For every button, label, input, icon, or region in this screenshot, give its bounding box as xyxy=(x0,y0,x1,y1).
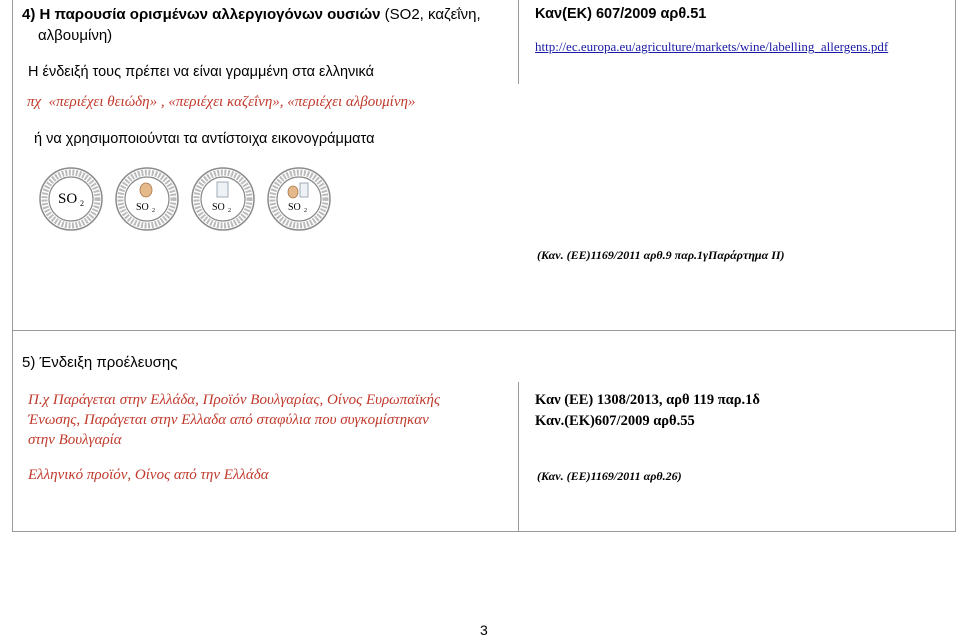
so2-allergen-logo-3 xyxy=(190,166,256,232)
svg-text:2: 2 xyxy=(304,208,307,214)
column-divider-bottom xyxy=(518,382,519,532)
origin-regulation-1: Καν (ΕΕ) 1308/2013, αρθ 119 παρ.1δ xyxy=(535,392,760,408)
pictogram-regulation: (Καν. (ΕΕ)1169/2011 αρθ.9 παρ.1γΠαράρτημα ΙΙ) xyxy=(537,248,785,262)
section-4-number: 4) xyxy=(22,6,36,23)
svg-text:SO: SO xyxy=(58,191,78,207)
section-4-title-line2: αλβουμίνη) xyxy=(38,27,113,44)
column-divider-top xyxy=(518,0,519,84)
so2-allergen-logo-4 xyxy=(266,166,332,232)
pictogram-alternative: ή να χρησιμοποιούνται τα αντίστοιχα εικονογράμματα xyxy=(34,131,375,147)
svg-text:2: 2 xyxy=(228,208,231,214)
so2-allergen-logo-2 xyxy=(114,166,180,232)
svg-text:2: 2 xyxy=(80,199,84,208)
origin-example-line-1: Π.χ Παράγεται στην Ελλάδα, Προϊόν Βουλγαρίας, Οίνος Ευρωπαϊκής xyxy=(28,392,441,408)
svg-text:SO: SO xyxy=(288,202,301,213)
origin-example-line-3: στην Βουλγαρία xyxy=(28,432,122,448)
allergen-example xyxy=(27,94,415,111)
svg-text:2: 2 xyxy=(152,208,155,214)
allergen-example-text: «περιέχει θειώδη» , «περιέχει καζεΐνη», «περιέχει αλβουμίνη» xyxy=(48,94,416,110)
svg-text:SO: SO xyxy=(136,202,149,213)
so2-allergen-logo-1 xyxy=(38,166,104,232)
origin-regulation-3: (Καν. (ΕΕ)1169/2011 αρθ.26) xyxy=(537,469,682,483)
origin-regulation-2: Καν.(ΕΚ)607/2009 αρθ.55 xyxy=(535,413,695,429)
page-number: 3 xyxy=(480,622,488,638)
section-5-heading: 5) Ένδειξη προέλευσης xyxy=(22,354,178,371)
section-4-regulation: Καν(ΕΚ) 607/2009 αρθ.51 xyxy=(535,6,707,22)
origin-example-2: Ελληνικό προϊόν, Οίνος από την Ελλάδα xyxy=(28,467,269,483)
section-4-instruction: Η ένδειξή τους πρέπει να είναι γραμμένη στα ελληνικά xyxy=(28,64,374,80)
section-4-title: Η παρουσία ορισμένων αλλεργιογόνων ουσιών xyxy=(39,6,381,23)
section-4-heading xyxy=(22,6,481,23)
row-divider xyxy=(13,330,955,331)
origin-example-line-2: Ένωσης, Παράγεται στην Ελλαδα από σταφύλια που συγκομίστηκαν xyxy=(28,412,429,428)
section-4-title-rest: (SO2, καζεΐνη, xyxy=(380,6,481,23)
svg-text:SO: SO xyxy=(212,202,225,213)
allergens-pdf-link[interactable]: http://ec.europa.eu/agriculture/markets/wine/labelling_allergens.pdf xyxy=(535,39,889,54)
allergen-example-prefix: πχ xyxy=(27,94,42,110)
